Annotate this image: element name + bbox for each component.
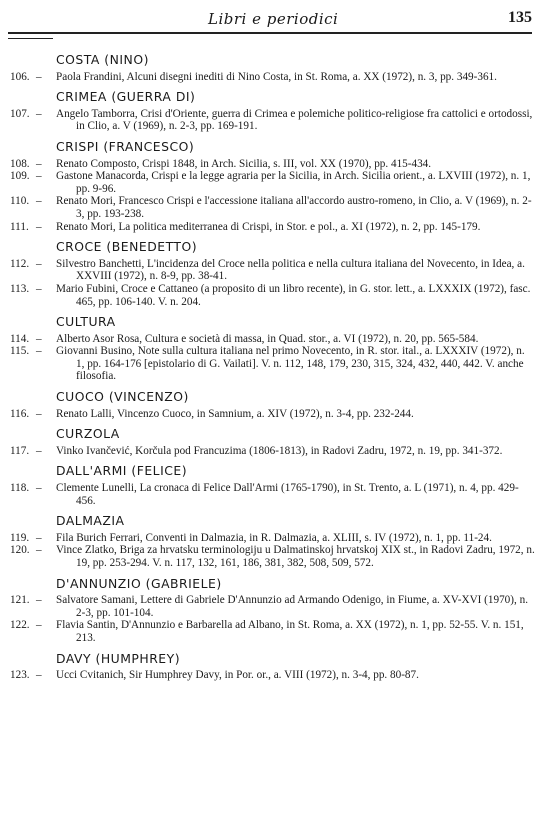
section-heading: CULTURA — [56, 314, 116, 330]
section-heading: CROCE (BENEDETTO) — [56, 239, 198, 255]
bibliography-entry — [10, 445, 535, 458]
bibliography-entry — [10, 333, 535, 346]
bibliography-entry — [10, 283, 535, 308]
section-heading: DALL'ARMI (FELICE) — [56, 463, 188, 479]
section-heading: CURZOLA — [56, 426, 120, 442]
entry-text: Renato Mori, La politica mediterranea di Crispi, in Stor. e pol., a. XI (1972), n. 2, pp. 145-179. — [56, 220, 481, 233]
section — [10, 575, 535, 645]
entry-text: Salvatore Samani, Lettere di Gabriele D'Annunzio ad Armando Odenigo, in Fiume, a. XV-XVI (1970), n. 2-3, pp. 101-104. — [56, 594, 528, 619]
entry-number: 113. – — [10, 283, 52, 296]
entry-number: 112. – — [10, 258, 52, 271]
section — [10, 316, 535, 383]
entry-number: 122. – — [10, 619, 52, 632]
header-rule — [8, 32, 532, 34]
entry-number: 111. – — [10, 221, 52, 234]
bibliography-entry — [10, 170, 535, 195]
entry-text: Silvestro Banchetti, L'incidenza del Croce nella politica e nella cultura italiana del Novecento, in Idea, a. XXVIII (1972), n. 8-9, pp. 38-41. — [56, 257, 525, 283]
entry-text: Clemente Lunelli, La cronaca di Felice Dall'Armi (1765-1790), in St. Trento, a. L (1971), n. 4, pp. 429-456. — [56, 482, 519, 507]
section — [10, 650, 535, 682]
section-heading: CUOCO (VINCENZO) — [56, 389, 189, 405]
entry-text: Giovanni Busino, Note sulla cultura italiana nel primo Novecento, in R. stor. ital., a. LXXXIV (1972), n. 1, pp. 164-176 [epistolario di G. Vailati]. V. n. 112, 148, 179, 230, 315, 324, 432, 440, 442. V. anche filosofia. — [56, 345, 525, 383]
running-title: Libri e periodici — [208, 10, 339, 28]
section-heading: DALMAZIA — [56, 513, 125, 529]
entry-number: 116. – — [10, 408, 52, 421]
entry-text: Renato Composto, Crispi 1848, in Arch. Sicilia, s. III, vol. XX (1970), pp. 415-434. — [56, 157, 432, 170]
page-header — [8, 8, 532, 30]
entry-number: 110. – — [10, 195, 52, 208]
bibliography-entry — [10, 482, 535, 507]
entry-number: 118. – — [10, 482, 52, 495]
entry-number: 109. – — [10, 170, 52, 183]
bibliography-entry — [10, 544, 535, 569]
entry-text: Fila Burich Ferrari, Conventi in Dalmazia, in R. Dalmazia, a. XLIII, s. IV (1972), n. 1, pp. 11-24. — [56, 531, 492, 544]
section — [10, 91, 535, 133]
entry-text: Renato Lalli, Vincenzo Cuoco, in Samnium, a. XIV (1972), n. 3-4, pp. 232-244. — [56, 407, 414, 420]
section — [10, 391, 535, 420]
entry-text: Paola Frandini, Alcuni disegni inediti di Nino Costa, in St. Roma, a. XX (1972), n. 3, pp. 349-361. — [56, 70, 497, 83]
bibliography-entry — [10, 619, 535, 644]
entry-text: Vinko Ivančević, Korčula pod Francuzima (1806-1813), in Radovi Zadru, 1972, n. 19, pp. 341-372. — [56, 444, 503, 457]
entry-number: 107. – — [10, 108, 52, 121]
entry-number: 121. – — [10, 594, 52, 607]
bibliography-entry — [10, 345, 535, 383]
bibliography-entry — [10, 258, 535, 283]
entry-text: Flavia Santin, D'Annunzio e Barbarella ad Albano, in St. Roma, a. XX (1972), n. 1, pp. 52-55. V. n. 151, 213. — [56, 619, 524, 644]
bibliography-list — [10, 54, 535, 690]
entry-text: Vince Zlatko, Briga za hrvatsku terminologiju u Dalmatinskoj hrvatskoj XIX st., in Radovi Zadru, 1972, n. 19, pp. 253-294. V. n. 117, 132, 161, 186, 381, 382, 508, 509, 572. — [56, 544, 535, 569]
section — [10, 138, 535, 233]
entry-text: Angelo Tamborra, Crisi d'Oriente, guerra di Crimea e polemiche politico-religiose fra cattolici e ortodossi, in Clio, a. V (1969), n. 2-3, pp. 169-191. — [56, 107, 533, 133]
bibliography-entry — [10, 594, 535, 619]
bibliography-entry — [10, 195, 535, 220]
entry-text: Mario Fubini, Croce e Cattaneo (a proposito di un libro recente), in G. stor. lett., a. LXXXIX (1972), fasc. 465, pp. 106-140. V. n. 204. — [56, 282, 531, 308]
section-heading: CRISPI (FRANCESCO) — [56, 138, 195, 154]
entry-number: 114. – — [10, 333, 52, 346]
entry-number: 108. – — [10, 158, 52, 171]
header-short-rule — [8, 38, 53, 39]
section-heading: DAVY (HUMPHREY) — [56, 650, 181, 666]
bibliography-entry — [10, 108, 535, 133]
section — [10, 465, 535, 507]
section — [10, 54, 535, 83]
entry-text: Gastone Manacorda, Crispi e la legge agraria per la Sicilia, in Arch. Sicilia orient., a. LXVIII (1972), n. 1, pp. 9-96. — [56, 170, 531, 195]
page-number: 135 — [508, 9, 532, 26]
entry-number: 106. – — [10, 71, 52, 84]
bibliography-entry — [10, 158, 535, 171]
section-heading: COSTA (NINO) — [56, 52, 149, 67]
section-heading: CRIMEA (GUERRA DI) — [56, 89, 196, 105]
entry-text: Alberto Asor Rosa, Cultura e società di massa, in Quad. stor., a. VI (1972), n. 20, pp. 565-584. — [56, 332, 479, 345]
entry-number: 119. – — [10, 532, 52, 545]
bibliography-entry — [10, 71, 535, 84]
section — [10, 428, 535, 457]
entry-number: 120. – — [10, 544, 52, 557]
section — [10, 241, 535, 308]
section-heading: D'ANNUNZIO (GABRIELE) — [56, 575, 222, 591]
entry-text: Ucci Cvitanich, Sir Humphrey Davy, in Por. or., a. VIII (1972), n. 3-4, pp. 80-87. — [56, 669, 419, 682]
entry-number: 117. – — [10, 445, 52, 458]
bibliography-entry — [10, 221, 535, 234]
entry-number: 123. – — [10, 669, 52, 682]
entry-number: 115. – — [10, 345, 52, 358]
bibliography-entry — [10, 669, 535, 682]
entry-text: Renato Mori, Francesco Crispi e l'accessione italiana all'accordo austro-romeno, in Clio, a. V (1969), n. 2-3, pp. 193-238. — [56, 195, 532, 220]
section — [10, 515, 535, 569]
bibliography-entry — [10, 408, 535, 421]
bibliography-entry — [10, 532, 535, 545]
